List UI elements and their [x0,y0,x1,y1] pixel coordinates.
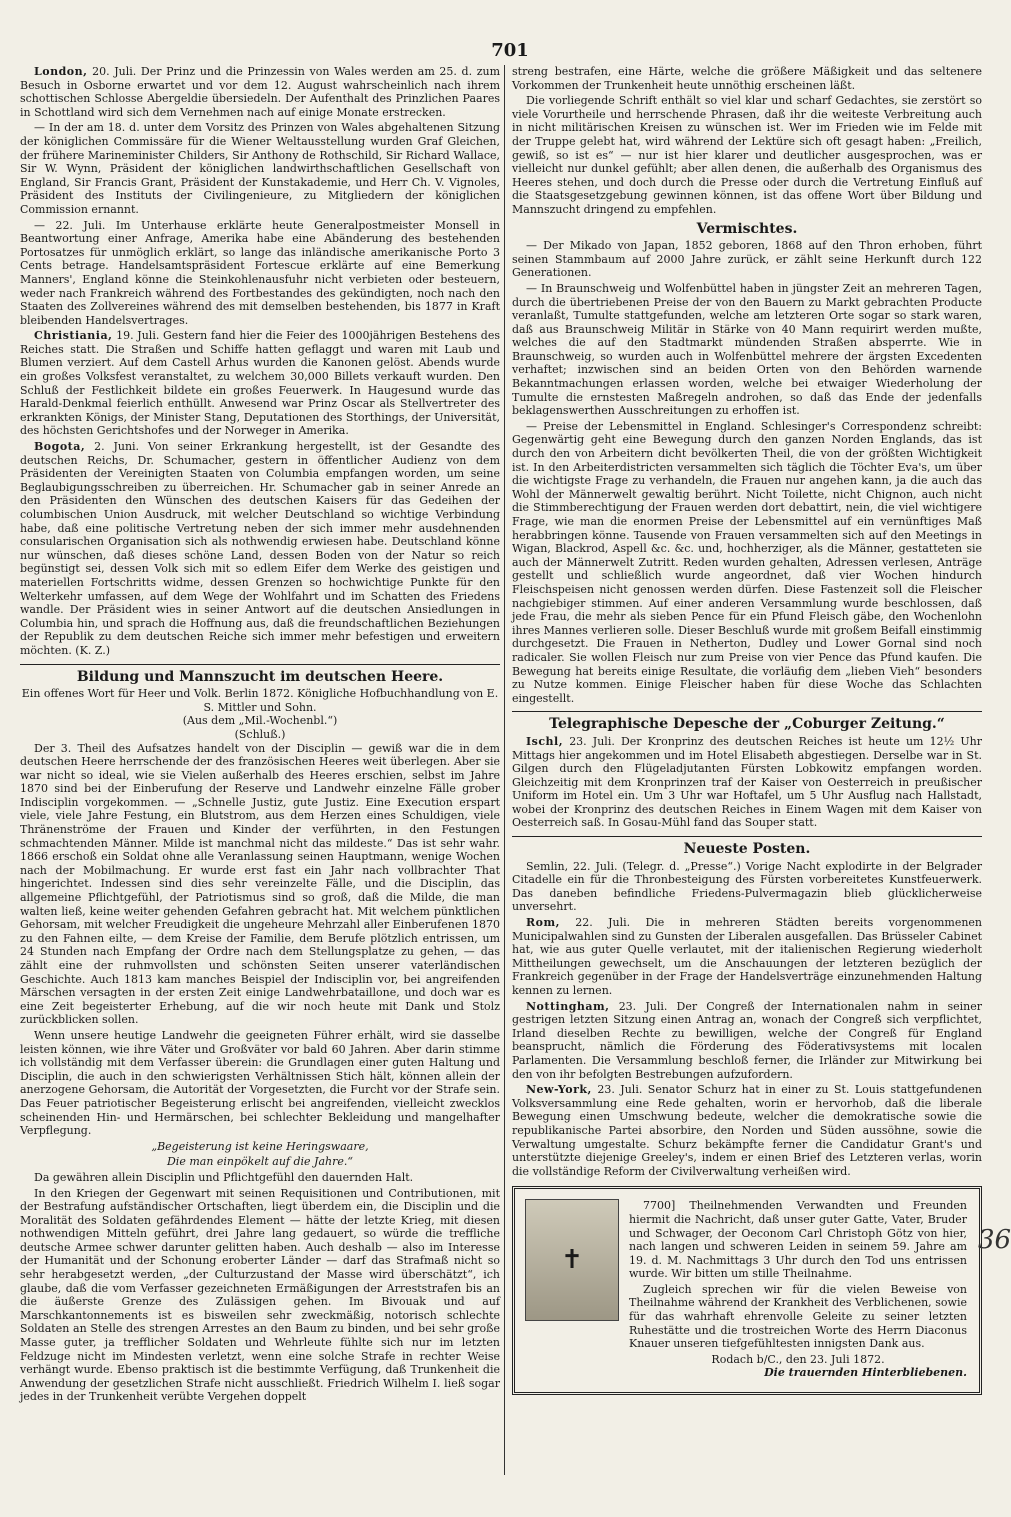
bildung-title: Bildung und Mannszucht im deutschen Heere. [76,668,444,685]
telegraph-article: Ischl, 23. Juli. Der Kronprinz des deutschen Reiches ist heute um 12½ Uhr Mittags hier angekommen und im Hotel Elisabeth abgestiegen. Derselbe war in St. Gilgen durch den Flügeladjutanten Fürsten Lobkowitz empfangen worden. Gleichzeitig mit dem Kronprinzen traf der Kaiser von Oesterreich in preußischer Uniform im Hotel ein. Um 3 Uhr war Hoftafel, um 5 Uhr Ausflug nach Hallstadt, wobei der Kronprinz des deutschen Reiches in Einem Wagen mit dem Kaiser von Oesterreich saß. In Gosau-Mühl fand das Souper statt. [512,734,982,830]
london-paragraph-3: — 22. Juli. Im Unterhause erklärte heute Generalpostmeister Monsell in Beantwortung einer Anfrage, Amerika habe eine Abänderung des bestehenden Portosatzes für unmöglich erklärt, so lange das inländische amerikanische Porto 3 Cents betrage. Handelsamtspräsident Fortescue erklärte auf eine Bemerkung Manners', England könne die Steinkohlenausfuhr nicht verbieten oder besteuern, weder nach Frankreich während des Fortbestandes des gekündigten, noch nach den Staaten des Zollvereines während des mit demselben bestehenden, bis 1877 in Kraft bleibenden Handelsvertrages. [20,218,500,327]
telegraph-title: Telegraphische Depesche der „Coburger Zeitung.“ [549,716,945,733]
obituary-place-date: Rodach b/C., den 23. Juli 1872. [711,1352,885,1366]
left-column [20,65,500,1505]
bildung-subtitle: Ein offenes Wort für Heer und Volk. Berlin 1872. Königliche Hofbuchhandlung von E. S. Mittler und Sohn. [21,687,499,714]
obituary-signature: Die trauernden Hinterbliebenen. [764,1366,967,1380]
newyork-dateline: New-York, [526,1083,592,1097]
column-divider [504,65,505,1475]
bildung-paragraph-1: Der 3. Theil des Aufsatzes handelt von der Disciplin — gewiß war die in dem deutschen Heere herrschende der des französischen Heeres weit überlegen. Aber sie war nicht so ideal, wie sie Vielen außerhalb des Heeres erschien, selbst im Jahre 1870 sind bei der Einberufung der Reserve und Landwehr einzelne Fälle grober Indisciplin vorgekommen. — „Schnelle Justiz, gute Justiz. Eine Execution erspart viele, viele Jahre Festung, ein Blutstrom, aus dem Herzen eines Schuldigen, viele Thränenströme der Frauen und Kinder der verführten, in den Festungen schmachtenden Männer. Milde ist manchmal nicht das mildeste.“ Das ist sehr wahr. 1866 erschoß ein Soldat ohne alle Veranlassung seinen Hauptmann, wenige Wochen nach der Mobilmachung. Er wurde erst fast ein Jahr nach vollbrachter That hingerichtet. Indessen sind dies sehr vereinzelte Fälle, und die Disciplin, das allgemeine Pflichtgefühl, der Patriotismus sind so groß, daß die Milde, die man walten ließ, keine weiter gehenden Gefahren gebracht hat. Mit welchem pünktlichen Gehorsam, mit welcher Freudigkeit die ungeheure Mehrzahl aller Einberufenen 1870 zu den Fahnen eilte, — dem Kreise der Familie, dem Berufe plötzlich entrissen, um 24 Stunden nach Empfang der Ordre nach dem Stellungsplatze zu gehen, — das zählt eine der ruhmvollsten und schönsten Seiten unserer vaterländischen Geschichte. Auch 1813 kam manches Beispiel der Indisciplin vor, bei angreifenden Märschen versagten in der ersten Zeit einige Landwehrbataillone, und doch war es eine Zeit begeisterter Erhebung, auf die wir noch heute mit Dank und Stolz zurückblicken sollen. [20,741,500,1027]
nottingham-dateline: Nottingham, [526,999,610,1013]
bogota-dateline: Bogota, [34,440,86,454]
bogota-article: Bogota, 2. Juni. Von seiner Erkrankung hergestellt, ist der Gesandte des deutschen Reichs, Dr. Schumacher, gestern in öffentlicher Audienz von dem Präsidenten der Vereinigten Staaten von Columbia empfangen worden, um seine Beglaubigungsschreiben zu überreichen. Hr. Schumacher gab in seiner Anrede an den Präsidenten den Wünschen des deutschen Kaisers für das Gedeihen der columbischen Union Ausdruck, mit welcher Deutschland so wichtige Verbindung habe, daß eine politische Vertretung neben der sich immer mehr ausdehnenden consularischen Organisation sich als nothwendig erwiesen habe. Deutschland könne nur wünschen, daß dieses schöne Land, dessen Boden von der Natur so reich begünstigt sei, dessen Volk sich mit so edlem Eifer dem Werke des geistigen und materiellen Fortschritts widme, dessen Grenzen so hochwichtige Punkte für den Welterkehr umfassen, auf dem Wege der Wohlfahrt und im Schatten des Friedens wandle. Der Präsident wies in seiner Antwort auf die deutschen Ansiedlungen in Columbia hin, und sprach die Hoffnung aus, daß die freundschaftlichen Beziehungen der Republik zu dem deutschen Reiche sich immer mehr befestigen und erweitern möchten. (K. Z.) [20,440,500,657]
obituary-text [629,1199,967,1382]
gravestone-icon: ✝ [525,1199,619,1321]
verse-line-2: Die man einpökelt auf die Jahre.“ [166,1155,354,1169]
vermischtes-paragraph-2: — In Braunschweig und Wolfenbüttel haben in jüngster Zeit an mehreren Tagen, durch die übertriebenen Preise der von den Bauern zu Markt gebrachten Producte veranlaßt, Tumulte stattgefunden, welche am letzteren Orte sogar so stark waren, daß aus Braunschweig Militär in Stärke von 40 Mann requirirt werden mußte, welches die auf den Stadtmarkt mündenden Straßen absperrte. Wie in Braunschweig, so wurden auch in Wolfenbüttel mehrere der ärgsten Excedenten verhaftet; inzwischen sind an beiden Orten von den Behörden warnende Bekanntmachungen erlassen worden, welche bei etwaiger Wiederholung der Tumulte die ernstesten Maßregeln androhen, so daß das Ende der jedenfalls beklagenswerthen Ausschreitungen zu erhoffen ist. [512,281,982,418]
bildung-conclusion-note: (Schluß.) [234,727,286,741]
bildung-paragraph-3: Da gewähren allein Disciplin und Pflichtgefühl den dauernden Halt. [34,1170,414,1184]
vermischtes-paragraph-3: — Preise der Lebensmittel in England. Schlesinger's Correspondenz schreibt: Gegenwärtig geht eine Bewegung durch den ganzen Norden Englands, das ist durch den von Arbeitern dicht bevölkerten Theil, die von der größten Wichtigkeit ist. In den Arbeiterdistricten versammelten sich täglich die Töchter Eva's, um über die wichtigste Frage zu verhandeln, die Frauen nur angehen kann, ja die auch das Wohl der Männerwelt gewaltig berührt. Nicht Toilette, nicht Chignon, auch nicht die Stimmberechtigung der Frauen werden dort debattirt, nein, die viel wichtigere Frage, wie man die enormen Preise der Lebensmittel auf ein vernünftiges Maß herabbringen könne. Tausende von Frauen versammelten sich auf den Meetings in Wigan, Blackrod, Aspell &c. &c. und, hochherziger, als die Männer, gestatteten sie auch der Männerwelt Zutritt. Reden wurden gehalten, Adressen verlesen, Anträge gestellt und schließlich wurde angeordnet, daß vier Wochen hindurch Fleischspeisen nicht genossen werden dürfen. Diese Fastenzeit soll die Fleischer nachgiebiger stimmen. Auf einer anderen Versammlung wurde beschlossen, daß jede Frau, die mehr als sieben Pence für ein Pfund Fleisch gäbe, den Wochenlohn ihres Mannes verlieren solle. Dieser Beschluß wurde mit großem Beifall einstimmig durchgesetzt. Die Frauen in Netherton, Dudley und Lower Gornal sind noch radicaler. Sie wollen Fleisch nur zum Preise von vier Pence das Pfund kaufen. Die Bewegung hat bereits einige Resultate, die vorläufig dem „lieben Vieh“ besonders zu Nutze kommen. Einige Fleischer haben für diese Woche das Schlachten eingestellt. [512,419,982,705]
london-dateline: London, [34,65,88,78]
christiania-dateline: Christiania, [34,329,113,343]
vermischtes-title: Vermischtes. [696,220,798,237]
london-paragraph-2: — In der am 18. d. unter dem Vorsitz des Prinzen von Wales abgehaltenen Sitzung der königlichen Commissäre für die Wiener Weltausstellung wurden Graf Gleichen, der frühere Marineminister Childers, Sir Anthony de Rothschild, Sir Richard Wallace, Sir W. Wynn, Präsident der königlichen landwirthschaftlichen Gesellschaft von England, Sir Francis Grant, Präsident der Kunstakademie, und Herr Ch. V. Vignoles, Präsident des Instituts der Civilingenieure, zu Mitgliedern der königlichen Commission ernannt. [20,121,500,216]
bildung-source: (Aus dem „Mil.-Wochenbl.“) [182,714,338,728]
vermischtes-paragraph-1: — Der Mikado von Japan, 1852 geboren, 1868 auf den Thron erhoben, führt seinen Stammbaum auf 2000 Jahre zurück, er zählt seine Herkunft durch 122 Generationen. [512,239,982,280]
right-column [512,65,982,1505]
nottingham-article: Nottingham, 23. Juli. Der Congreß der Internationalen nahm in seiner gestrigen letzten Sitzung einen Antrag an, wonach der Congreß sich verpflichtet, Irland dieselben Rechte zu bewilligen, welche der Congreß für England beansprucht, nämlich die Förderung des Föderativsystems mit localen Parlamenten. Die Versammlung beschloß ferner, die Irländer zur Mitwirkung bei den von ihr befolgten Bestrebungen aufzufordern. [512,999,982,1081]
section-rule [512,836,982,837]
neueste-title: Neueste Posten. [683,841,811,858]
london-article: London, 20. Juli. Der Prinz und die Prinzessin von Wales werden am 25. d. zum Besuch in Osborne erwartet und vor dem 12. August wahrscheinlich nach ihrem schottischen Schlosse Abergeldie übersiedeln. Der Aufenthalt des Prinzlichen Paares in Schottland wird sich dem Vernehmen nach auf einige Monate erstrecken. [20,65,501,119]
bildung-closing-paragraph: Die vorliegende Schrift enthält so viel klar und scharf Gedachtes, sie zerstört so viele Vorurtheile und herrschende Phrasen, daß ihr die weiteste Verbreitung auch in nicht militärischen Kreisen zu wünschen ist. Wer im Frieden wie im Felde mit der Truppe gelebt hat, wird während der Lektüre sich oft gesagt haben: „Freilich, gewiß, so ist es“ — nur ist hier klarer und deutlicher ausgesprochen, was er vielleicht nur dunkel gefühlt; aber allen denen, die außerhalb des Organismus des Heeres stehen, und doch durch die Presse oder durch die Vertretung Einfluß auf die Staatsgesetzgebung gewinnen können, ist das offene Wort über Bildung und Mannszucht dringend zu empfehlen. [512,94,982,216]
obituary-paragraph-2: Zugleich sprechen wir für die vielen Beweise von Theilnahme während der Krankheit des Verblichenen, sowie für das wahrhaft ehrenvolle Geleite zu seiner letzten Ruhestätte und die trostreichen Worte des Herrn Diaconus Knauer unseren tiefgefühltesten innigsten Dank aus. [629,1282,967,1351]
rom-article: Rom, 22. Juli. Die in mehreren Städten bereits vorgenommenen Municipalwahlen sind zu Gunsten der Liberalen ausgefallen. Das Brüsseler Cabinet hat, wie aus guter Quelle verlautet, mit der italienischen Regierung wiederholt Mittheilungen gewechselt, um die Anschauungen der letzteren bezüglich der Frankreich gegenüber in der Frage der Handelsverträge einzunehmenden Haltung kennen zu lernen. [512,916,983,997]
page-number: 701 [491,40,529,61]
handwritten-margin-note: 36 [978,1225,1011,1255]
obituary-paragraph-1: 7700] Theilnehmenden Verwandten und Freunden hiermit die Nachricht, daß unser guter Gatte, Vater, Bruder und Schwager, der Oeconom Carl Christoph Götz von hier, nach langen und schweren Leiden in seinem 59. Jahre am 19. d. M. Nachmittags 3 Uhr durch den Tod uns entrissen wurde. Wir bitten um stille Theilnahme. [629,1199,967,1281]
christiania-article: Christiania, 19. Juli. Gestern fand hier die Feier des 1000jährigen Bestehens des Reiches statt. Die Straßen und Schiffe hatten geflaggt und waren mit Laub und Blumen verziert. Auf dem Castell Arhus wurden die Kanonen gelöst. Abends wurde ein großes Volksfest veranstaltet, zu welchem 30,000 Billets verkauft wurden. Den Schluß der Festlichkeit bildete ein großes Feuerwerk. In Haugesund wurde das Harald-Denkmal feierlich enthüllt. Anwesend war Prinz Oscar als Stellvertreter des erkrankten Königs, der Minister Stang, Deputationen des Storthings, der Universität, des höchsten Gerichtshofes und der Norweger in Amerika. [20,329,500,438]
ischl-dateline: Ischl, [526,734,564,748]
section-rule [20,664,500,665]
obituary-notice [512,1186,982,1395]
bildung-continuation: streng bestrafen, eine Härte, welche die größere Mäßigkeit und das seltenere Vorkommen der Trunkenheit heute unnöthig erscheinen läßt. [512,65,982,92]
rom-dateline: Rom, [526,916,560,930]
section-rule [512,711,982,712]
semlin-article: Semlin, 22. Juli. (Telegr. d. „Presse“.) Vorige Nacht explodirte in der Belgrader Citadelle ein für die Thronbesteigung des Fürsten vorbereitetes Kunstfeuerwerk. Das daneben befindliche Friedens-Pulvermagazin blieb glücklicherweise unversehrt. [512,859,982,914]
newyork-article: New-York, 23. Juli. Senator Schurz hat in einer zu St. Louis stattgefundenen Volksversammlung eine Rede gehalten, worin er hervorhob, daß die liberale Bewegung einen Umschwung bedeute, welcher die demokratische sowie die republikanische Partei absorbire, den Norden und Süden aussöhne, sowie die Verwaltung umgestalte. Schurz bekämpfte ferner die Candidatur Grant's und unterstützte diejenige Greeley's, indem er einen Brief des Letzteren verlas, worin die vollständige Reform der Civilverwaltung verheißen wird. [512,1083,983,1178]
verse-line-1: „Begeisterung ist keine Heringswaare, [151,1139,369,1153]
bildung-paragraph-4: In den Kriegen der Gegenwart mit seinen Requisitionen und Contributionen, mit der Bestrafung aufständischer Ortschaften, liegt überdem ein, die Disciplin und die Moralität des Soldaten gefährdendes Element — hätte der letzte Krieg, mit diesen nothwendigen Mitteln geführt, drei Jahre lang gedauert, so würde die treffliche deutsche Armee schwer darunter gelitten haben. Auch deshalb — also im Interesse der Humanität und der Schonung eroberter Länder — darf das Strafmaß nicht so sehr herabgesetzt werden, „der Culturzustand der Masse wird überschätzt“, ich glaube, daß die vom Verfasser gezeichneten Ermäßigungen der Arreststrafen bis an die äußerste Grenze des Zulässigen gehen. Im Bivouak und auf Marschkantonnements ist es bisweilen sehr zweckmäßig, notorisch schlechte Soldaten an Stelle des strengen Arrestes an den Baum zu binden, und bei sehr große Masse guter, ja trefflicher Soldaten und Wehrleute fühlte sich nur im letzten Feldzuge nicht im Mindesten verletzt, wenn eine solche Strafe in rechter Weise verhängt wurde. Ebenso praktisch ist die bestimmte Verfügung, daß Trunkenheit die Anwendung der gesetzlichen Strafe nicht ausschließt. Friedrich Wilhelm I. ließ sogar jedes in der Trunkenheit verübte Vergehen doppelt [20,1186,500,1404]
bildung-paragraph-2: Wenn unsere heutige Landwehr die geeigneten Führer erhält, wird sie dasselbe leisten können, wie ihre Väter und Großväter vor bald 60 Jahren. Aber darin stimme ich vollständig mit dem Verfasser überein: die Grundlagen einer guten Haltung und Disciplin, die auch in den schwierigsten Verhältnissen Stich hält, können allein der anerzogene Gehorsam, die Autorität der Vorgesetzten, die Furcht vor der Strafe sein. Das Feuer patriotischer Begeisterung erlischt bei angreifenden, vielleicht zwecklos scheinenden Hin- und Hermärschen, bei schlechter Bekleidung und mangelhafter Verpflegung. [20,1028,500,1138]
